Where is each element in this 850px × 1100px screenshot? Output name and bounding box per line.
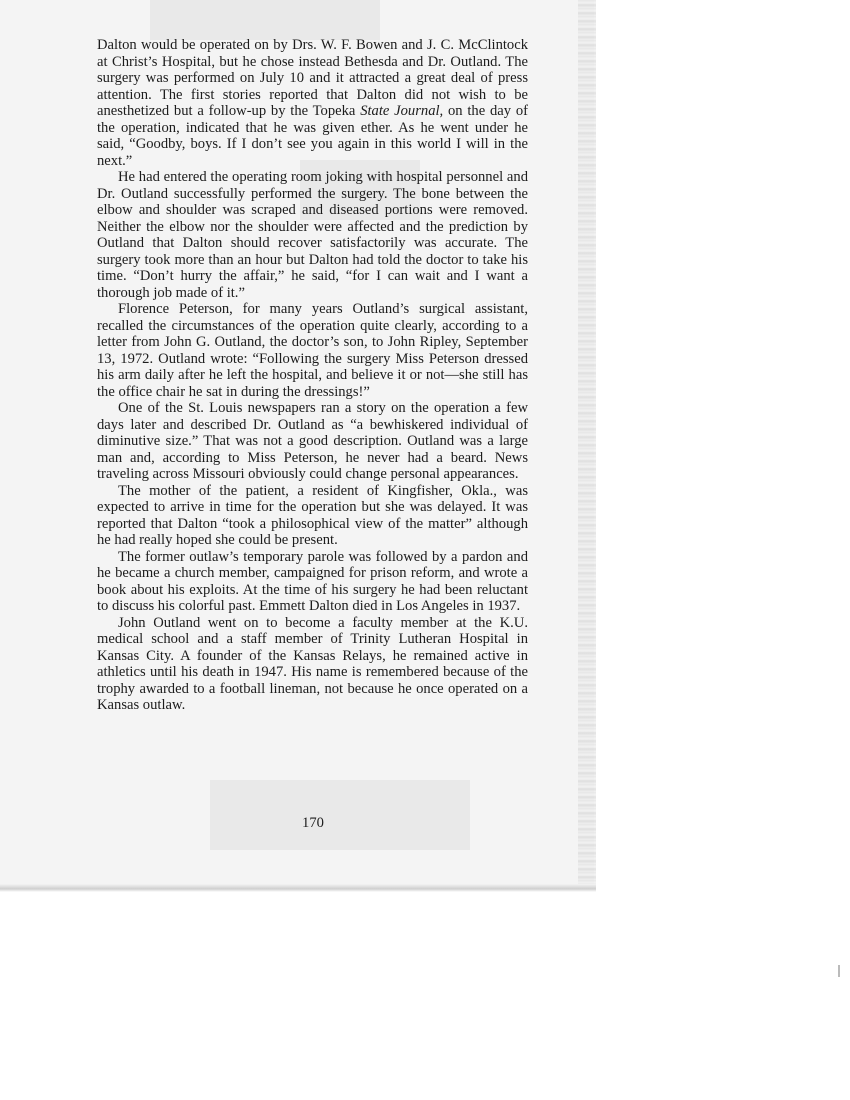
paragraph [97, 400, 528, 483]
text-run: The mother of the patient, a resident of Kingfisher, Okla., was expected to arrive in time for the operation but she was delayed. It was reported that Dalton “took a philosophical view of the matter” although he had really hoped she could be present. [97, 482, 528, 548]
paragraph [97, 615, 528, 714]
text-run: The former outlaw’s temporary parole was followed by a pardon and he became a church member, campaigned for prison reform, and wrote a book about his exploits. At the time of his surgery he had been reluctant to discuss his colorful past. Emmett Dalton died in Los Angeles in 1937. [97, 548, 528, 614]
paragraph [97, 483, 528, 549]
page-bottom-edge [0, 884, 596, 892]
paragraph [97, 301, 528, 400]
paragraph [97, 37, 528, 169]
text-run: on the day of the operation, indicated that he was given ether. As he went under he said, “Goodby, boys. If I don’t see you again in this world I will in the next.” [97, 103, 528, 169]
text-run: He had entered the operating room joking with hospital personnel and Dr. Outland successfully performed the surgery. The bone between the elbow and shoulder was scraped and diseased portions were removed. Neither the elbow nor the shoulder were affected and the prediction by Outland that Dalton should recover satisfactorily was accurate. The surgery took more than an hour but Dalton had told the doctor to take his time. “Don’t hurry the affair,” he said, “for I can wait and I want a thorough job made of it.” [97, 169, 528, 301]
page-right-edge [578, 0, 596, 892]
publication-title: State Journal, [360, 103, 444, 119]
text-run: John Outland went on to become a faculty member at the K.U. medical school and a staff member of Trinity Lutheran Hospital in Kansas City. A founder of the Kansas Relays, he remained active in athletics until his death in 1947. His name is remembered because of the trophy awarded to a football lineman, not because he once operated on a Kansas outlaw. [97, 614, 528, 713]
page-number: 170 [302, 815, 324, 831]
text-run: Dalton would be operated on by Drs. W. F. Bowen and J. C. McClintock at Christ’s Hospital, but he chose instead Bethesda and Dr. Outland. The surgery was performed on July 10 and it attracted a great deal of press attention. The first stories reported that Dalton did not wish to be anesthetized but a follow-up by the Topeka [97, 37, 528, 119]
article-body [97, 37, 528, 714]
paragraph [97, 549, 528, 615]
text-run: Florence Peterson, for many years Outland’s surgical assistant, recalled the circumstances of the operation quite clearly, according to a letter from John G. Outland, the doctor’s son, to John Ripley, September 13, 1972. Outland wrote: “Following the surgery Miss Peterson dressed his arm daily after he left the hospital, and believe it or not—she still has the office chair he sat in during the dressings!” [97, 301, 528, 400]
paragraph [97, 169, 528, 301]
text-run: One of the St. Louis newspapers ran a story on the operation a few days later and described Dr. Outland as “a bewhiskered individual of diminutive size.” That was not a good description. Outland was a large man and, according to Miss Peterson, he never had a beard. News traveling across Missouri obviously could change personal appearances. [97, 400, 528, 482]
scan-artifact [838, 965, 840, 977]
